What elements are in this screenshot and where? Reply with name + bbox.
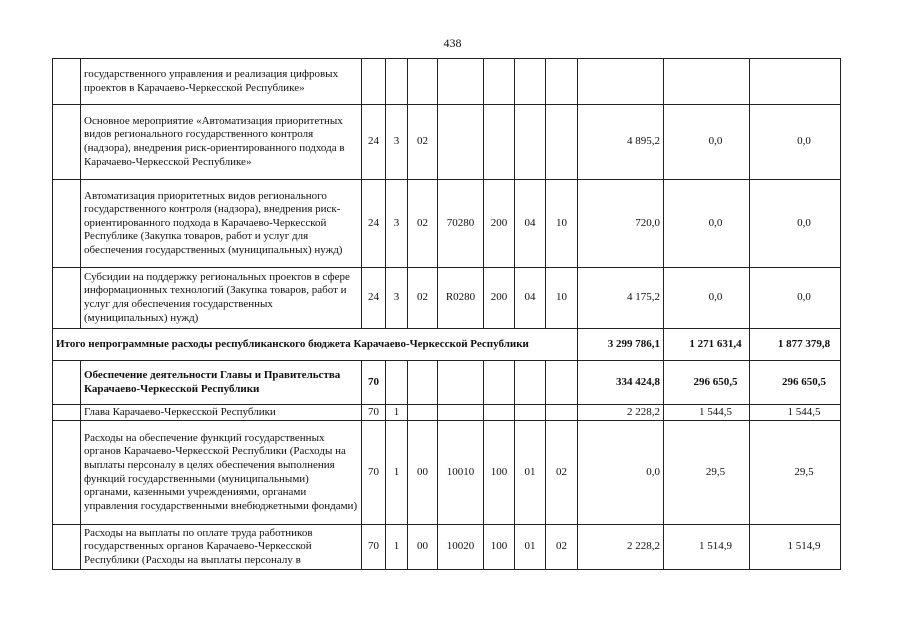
- code-rz: [515, 361, 546, 405]
- blank-cell: [53, 525, 81, 570]
- code-pp: 1: [386, 421, 408, 525]
- code-om: [408, 405, 438, 421]
- code-vr: [484, 405, 515, 421]
- code-pp: 3: [386, 268, 408, 329]
- amount-year-1: 4 895,2: [578, 105, 664, 180]
- code-vr: 100: [484, 421, 515, 525]
- code-rz: 01: [515, 421, 546, 525]
- code-direction: [438, 405, 484, 421]
- code-pr: 10: [546, 268, 578, 329]
- amount-year-3: 0,0: [750, 268, 841, 329]
- code-vr: [484, 59, 515, 105]
- code-gp: 24: [362, 180, 386, 268]
- table-row: [53, 105, 841, 180]
- blank-cell: [53, 421, 81, 525]
- amount-year-2: 296 650,5: [664, 361, 750, 405]
- amount-year-2: 1 514,9: [664, 525, 750, 570]
- amount-year-3: 1 544,5: [750, 405, 841, 421]
- amount-year-2: [664, 59, 750, 105]
- code-om: 02: [408, 105, 438, 180]
- row-name: Автоматизация приоритетных видов регионального государственного контроля (надзора), внедрения риск-ориентированного подхода в Карачаево-Черкесской Республике (Закупка товаров, работ и услуг для обеспечения государственных (муниципальных) нужд): [81, 180, 362, 268]
- amount-year-1: 2 228,2: [578, 525, 664, 570]
- blank-cell: [53, 361, 81, 405]
- amount-year-2: 0,0: [664, 268, 750, 329]
- code-pp: 1: [386, 405, 408, 421]
- total-row: [53, 329, 841, 361]
- code-gp: 70: [362, 361, 386, 405]
- row-name: Расходы на обеспечение функций государственных органов Карачаево-Черкесской Республики (Расходы на выплаты персоналу в целях обеспечения выполнения функций государственными (муниципальными) органами, казенными учреждениями, органами управления государственными внебюджетными фондами): [81, 421, 362, 525]
- table-row: [53, 421, 841, 525]
- row-name: государственного управления и реализация цифровых проектов в Карачаево-Черкесской Республике»: [81, 59, 362, 105]
- table-row: [53, 525, 841, 570]
- code-direction: 10020: [438, 525, 484, 570]
- amount-year-3: [750, 59, 841, 105]
- code-vr: 100: [484, 525, 515, 570]
- code-pp: 3: [386, 180, 408, 268]
- amount-year-2: 1 544,5: [664, 405, 750, 421]
- blank-cell: [53, 268, 81, 329]
- amount-year-1: [578, 59, 664, 105]
- code-vr: 200: [484, 180, 515, 268]
- code-direction: 70280: [438, 180, 484, 268]
- code-rz: [515, 105, 546, 180]
- code-pr: 02: [546, 525, 578, 570]
- blank-cell: [53, 180, 81, 268]
- amount-year-1: 720,0: [578, 180, 664, 268]
- code-gp: 70: [362, 405, 386, 421]
- code-rz: [515, 59, 546, 105]
- code-rz: 04: [515, 268, 546, 329]
- code-gp: 24: [362, 268, 386, 329]
- total-amount-year-1: 3 299 786,1: [578, 329, 664, 361]
- code-om: 00: [408, 525, 438, 570]
- code-gp: 70: [362, 525, 386, 570]
- code-direction: 10010: [438, 421, 484, 525]
- code-vr: [484, 105, 515, 180]
- amount-year-2: 0,0: [664, 105, 750, 180]
- code-pr: 02: [546, 421, 578, 525]
- amount-year-3: 1 514,9: [750, 525, 841, 570]
- code-gp: 24: [362, 105, 386, 180]
- amount-year-3: 0,0: [750, 180, 841, 268]
- row-name: Основное мероприятие «Автоматизация приоритетных видов регионального государственного контроля (надзора), внедрения риск-ориентированного подхода в Карачаево-Черкесской Республике»: [81, 105, 362, 180]
- amount-year-1: 4 175,2: [578, 268, 664, 329]
- total-amount-year-3: 1 877 379,8: [750, 329, 841, 361]
- amount-year-3: 29,5: [750, 421, 841, 525]
- code-om: [408, 59, 438, 105]
- code-rz: [515, 405, 546, 421]
- code-rz: 04: [515, 180, 546, 268]
- budget-table: [52, 58, 841, 570]
- blank-cell: [53, 59, 81, 105]
- blank-cell: [53, 405, 81, 421]
- code-om: 02: [408, 268, 438, 329]
- row-name: Расходы на выплаты по оплате труда работников государственных органов Карачаево-Черкесской Республики (Расходы на выплаты персоналу в: [81, 525, 362, 570]
- code-pr: [546, 405, 578, 421]
- amount-year-3: 296 650,5: [750, 361, 841, 405]
- total-amount-year-2: 1 271 631,4: [664, 329, 750, 361]
- code-direction: R0280: [438, 268, 484, 329]
- row-name: Глава Карачаево-Черкесской Республики: [81, 405, 362, 421]
- section-name: Обеспечение деятельности Главы и Правительства Карачаево-Черкесской Республики: [81, 361, 362, 405]
- amount-year-2: 0,0: [664, 180, 750, 268]
- code-pp: [386, 59, 408, 105]
- blank-cell: [53, 105, 81, 180]
- amount-year-1: 0,0: [578, 421, 664, 525]
- section-row: [53, 361, 841, 405]
- table-row: [53, 268, 841, 329]
- code-pp: [386, 361, 408, 405]
- table-row: [53, 59, 841, 105]
- code-om: [408, 361, 438, 405]
- code-pr: [546, 59, 578, 105]
- code-gp: [362, 59, 386, 105]
- page-number: 438: [443, 36, 462, 50]
- code-gp: 70: [362, 421, 386, 525]
- table-row: [53, 180, 841, 268]
- code-om: 02: [408, 180, 438, 268]
- code-pr: [546, 361, 578, 405]
- amount-year-1: 334 424,8: [578, 361, 664, 405]
- code-vr: 200: [484, 268, 515, 329]
- code-pp: 1: [386, 525, 408, 570]
- total-label: Итого непрограммные расходы республиканского бюджета Карачаево-Черкесской Республики: [53, 329, 578, 361]
- code-vr: [484, 361, 515, 405]
- code-direction: [438, 105, 484, 180]
- amount-year-1: 2 228,2: [578, 405, 664, 421]
- code-direction: [438, 59, 484, 105]
- code-om: 00: [408, 421, 438, 525]
- table-row: [53, 405, 841, 421]
- code-pr: 10: [546, 180, 578, 268]
- amount-year-3: 0,0: [750, 105, 841, 180]
- code-pr: [546, 105, 578, 180]
- amount-year-2: 29,5: [664, 421, 750, 525]
- row-name: Субсидии на поддержку региональных проектов в сфере информационных технологий (Закупка товаров, работ и услуг для обеспечения государственных (муниципальных) нужд): [81, 268, 362, 329]
- code-rz: 01: [515, 525, 546, 570]
- code-pp: 3: [386, 105, 408, 180]
- code-direction: [438, 361, 484, 405]
